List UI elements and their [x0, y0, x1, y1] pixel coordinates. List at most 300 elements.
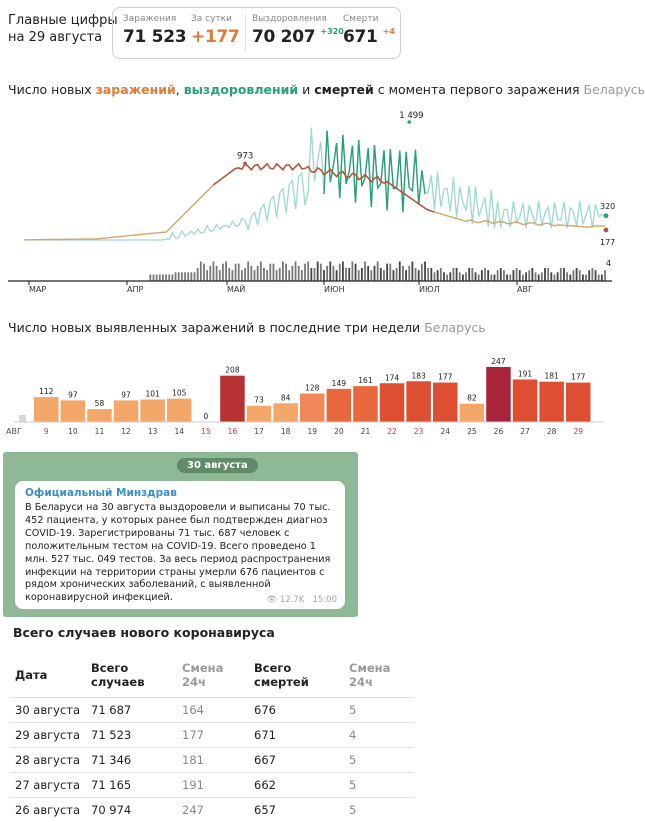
deaths-bar — [153, 275, 155, 282]
telegram-post — [3, 452, 358, 617]
stat-recovered-value: 70 207 — [252, 27, 315, 47]
deaths-bar — [573, 270, 575, 281]
deaths-bar — [418, 270, 420, 281]
deaths-bar — [411, 262, 413, 282]
deaths-bar — [579, 270, 581, 281]
deaths-bar — [260, 262, 262, 282]
chart2-value-label: 247 — [491, 357, 506, 366]
month-label: ИЮЛ — [419, 285, 440, 294]
chart1-title-deaths: смертей — [314, 82, 374, 97]
deaths-bar — [478, 275, 480, 282]
deaths-bar — [295, 262, 297, 282]
deaths-bar — [503, 270, 505, 281]
chart2-bar — [380, 383, 405, 422]
deaths-bar — [225, 262, 227, 282]
deaths-bar — [323, 270, 325, 281]
stat-deaths-delta: +4 — [383, 27, 395, 36]
chart2-bar — [406, 381, 431, 422]
deaths-bar — [285, 264, 287, 281]
deaths-bar — [194, 272, 196, 281]
chart2-value-label: 58 — [95, 399, 105, 408]
deaths-bar — [203, 264, 205, 281]
deaths-bar — [427, 268, 429, 281]
deaths-bar — [402, 266, 404, 281]
deaths-bar — [393, 270, 395, 281]
stat-infections-label: Заражения — [123, 14, 186, 24]
chart1-title-infections: заражений — [96, 82, 176, 97]
deaths-bar — [213, 262, 215, 282]
deaths-bar — [588, 270, 590, 281]
chart2-title — [8, 320, 486, 335]
stat-infections-value: 71 523 — [123, 27, 186, 47]
deaths-bar — [405, 270, 407, 281]
deaths-bar — [437, 270, 439, 281]
deaths-bar — [408, 266, 410, 281]
chart2-day-label: 24 — [440, 427, 450, 436]
deaths-bar — [516, 268, 518, 281]
deaths-bar — [190, 272, 192, 281]
table-cell-cases-change: 181 — [177, 748, 249, 773]
telegram-time: 15:00 — [313, 595, 338, 605]
deaths-bar — [453, 268, 455, 281]
deaths-bar — [351, 262, 353, 282]
telegram-message-bubble — [15, 481, 345, 609]
chart2-bar — [114, 400, 139, 422]
deaths-bar — [184, 272, 186, 281]
chart2-value-label: 128 — [305, 383, 320, 392]
deaths-bar — [178, 272, 180, 281]
chart2-bar — [247, 406, 271, 422]
deaths-bar — [544, 268, 546, 281]
deaths-bar — [238, 264, 240, 281]
deaths-bar — [497, 270, 499, 281]
chart2-bar — [566, 383, 591, 422]
chart2-day-label: 17 — [254, 427, 264, 436]
table-cell-deaths-change: 5 — [344, 798, 414, 822]
chart2-bar — [486, 367, 511, 422]
chart2-value-label: 149 — [332, 379, 347, 388]
deaths-bar — [484, 268, 486, 281]
table-cell-total-cases: 71 346 — [86, 748, 177, 773]
deaths-bar — [228, 268, 230, 281]
table-cell-cases-change: 177 — [177, 723, 249, 748]
last-infections-label: 177 — [600, 238, 615, 247]
cases-timeline-chart — [0, 100, 620, 300]
chart2-day-label: 16 — [228, 427, 238, 436]
deaths-bar — [415, 268, 417, 281]
cases-table — [10, 655, 414, 822]
deaths-bar — [326, 266, 328, 281]
deaths-bar — [263, 268, 265, 281]
deaths-bar — [421, 264, 423, 281]
table-cell-total-cases: 71 523 — [86, 723, 177, 748]
table-cell-total-deaths: 671 — [249, 723, 344, 748]
chart2-day-label: 19 — [307, 427, 317, 436]
chart2-day-label: 25 — [467, 427, 477, 436]
chart2-day-label: 26 — [494, 427, 504, 436]
chart2-day-label: 22 — [387, 427, 397, 436]
summary-heading — [8, 12, 118, 46]
summary-heading-line2: на 29 августа — [8, 29, 118, 46]
chart2-value-label: 0 — [203, 412, 208, 421]
table-cell-date: 26 августа — [10, 798, 86, 822]
deaths-bar — [531, 268, 533, 281]
deaths-bar — [241, 270, 243, 281]
deaths-bar — [383, 270, 385, 281]
table-cell-cases-change: 191 — [177, 773, 249, 798]
deaths-bar — [361, 268, 363, 281]
chart1-title — [8, 82, 645, 97]
chart2-bar — [220, 376, 245, 422]
deaths-bar — [310, 268, 312, 281]
deaths-bar — [250, 266, 252, 281]
chart2-day-label: 29 — [573, 427, 583, 436]
deaths-bar — [358, 270, 360, 281]
deaths-bar — [232, 270, 234, 281]
chart1-title-sep1: , — [176, 82, 184, 97]
last-recoveries-marker — [604, 213, 609, 218]
deaths-bar — [525, 272, 527, 281]
chart2-bar — [327, 389, 352, 422]
chart2-day-label: 27 — [520, 427, 530, 436]
last-infections-marker — [604, 228, 609, 233]
summary-heading-line1: Главные цифры — [8, 12, 118, 29]
deaths-bar — [471, 268, 473, 281]
deaths-bar — [506, 275, 508, 282]
deaths-bar — [329, 262, 331, 282]
deaths-bar — [367, 266, 369, 281]
deaths-bar — [576, 268, 578, 281]
deaths-bar — [604, 270, 606, 281]
chart2-day-label: 23 — [414, 427, 424, 436]
deaths-bar — [314, 268, 316, 281]
table-header-total-cases: Всего случаев — [86, 655, 177, 698]
deaths-bar — [481, 270, 483, 281]
deaths-bar — [172, 275, 174, 282]
deaths-bar — [197, 268, 199, 281]
infections-line-early — [24, 185, 214, 240]
table-header-date: Дата — [10, 655, 86, 698]
chart2-day-label: 12 — [121, 427, 131, 436]
deaths-bar — [159, 275, 161, 282]
deaths-bar — [266, 270, 268, 281]
chart2-day-label: 14 — [174, 427, 184, 436]
deaths-bar — [235, 264, 237, 281]
chart2-day-label: 13 — [148, 427, 158, 436]
chart2-value-label: 161 — [358, 376, 373, 385]
chart2-value-label: 177 — [438, 373, 453, 382]
chart1-title-post: с момента первого заражения — [374, 82, 580, 97]
deaths-bar — [168, 275, 170, 282]
deaths-bar — [222, 264, 224, 281]
chart2-day-label: 15 — [201, 427, 211, 436]
deaths-bar — [535, 272, 537, 281]
deaths-bar — [377, 262, 379, 282]
table-cell-total-cases: 71 687 — [86, 698, 177, 723]
deaths-bar — [200, 262, 202, 282]
cases-table-title: Всего случаев нового коронавируса — [13, 625, 275, 640]
table-cell-date: 30 августа — [10, 698, 86, 723]
deaths-bar — [449, 272, 451, 281]
deaths-bar — [566, 272, 568, 281]
deaths-bar — [528, 270, 530, 281]
deaths-bar — [307, 262, 309, 282]
deaths-bar — [370, 270, 372, 281]
table-cell-date: 27 августа — [10, 773, 86, 798]
peak-recoveries-label: 1 499 — [399, 111, 423, 121]
chart2-value-label: 97 — [68, 390, 78, 399]
chart2-day-label: 18 — [281, 427, 291, 436]
last-recoveries-label: 320 — [600, 202, 615, 211]
stat-per-day-value: +177 — [191, 27, 240, 47]
month-label: МАЙ — [227, 283, 245, 294]
deaths-bar — [601, 275, 603, 282]
chart2-title-text: Число новых выявленных заражений в последние три недели — [8, 320, 420, 335]
deaths-bar — [538, 275, 540, 282]
deaths-bar — [273, 264, 275, 281]
table-cell-date: 28 августа — [10, 748, 86, 773]
deaths-bar — [595, 270, 597, 281]
deaths-bar — [459, 272, 461, 281]
deaths-bar — [279, 268, 281, 281]
chart2-value-label: 208 — [225, 366, 240, 375]
chart2-bar — [353, 386, 378, 422]
chart2-bar — [273, 403, 298, 422]
table-cell-deaths-change: 5 — [344, 698, 414, 723]
deaths-bar — [456, 268, 458, 281]
deaths-bar — [374, 266, 376, 281]
deaths-bar — [563, 268, 565, 281]
deaths-bar — [301, 270, 303, 281]
stat-per-day — [191, 14, 240, 47]
chart2-bar — [87, 409, 112, 422]
chart2-value-label: 82 — [467, 394, 477, 403]
chart2-value-label: 97 — [121, 390, 131, 399]
chart2-bar — [433, 383, 458, 422]
table-header-deaths-change: Смена 24ч — [344, 655, 414, 698]
deaths-bar — [547, 268, 549, 281]
table-header-cases-change: Смена 24ч — [177, 655, 249, 698]
deaths-bar — [165, 275, 167, 282]
telegram-meta — [266, 595, 337, 605]
deaths-bar — [162, 275, 164, 282]
deaths-bar — [342, 262, 344, 282]
deaths-bar — [541, 272, 543, 281]
deaths-bar — [317, 262, 319, 282]
deaths-bar — [554, 275, 556, 282]
deaths-bar — [333, 266, 335, 281]
deaths-bar — [247, 262, 249, 282]
table-row — [10, 773, 414, 798]
stat-recovered — [252, 14, 344, 47]
deaths-bar — [298, 266, 300, 281]
eye-icon: 👁 — [266, 595, 277, 605]
chart2-month-label: АВГ — [6, 427, 22, 436]
chart2-value-label: 177 — [571, 373, 586, 382]
table-header-row — [10, 655, 414, 698]
deaths-bar — [434, 272, 436, 281]
table-cell-deaths-change: 4 — [344, 723, 414, 748]
deaths-bar — [582, 275, 584, 282]
month-label: АПР — [127, 285, 143, 294]
chart2-prev-bar — [19, 415, 26, 422]
stats-box — [112, 7, 401, 59]
chart2-day-label: 11 — [95, 427, 105, 436]
deaths-bar — [348, 268, 350, 281]
table-cell-total-deaths: 662 — [249, 773, 344, 798]
deaths-bar — [487, 270, 489, 281]
chart2-bar — [460, 404, 485, 422]
chart2-bar — [167, 399, 192, 422]
table-header-total-deaths: Всего смертей — [249, 655, 344, 698]
last-deaths-label: 4 — [606, 259, 611, 268]
telegram-date-pill: 30 августа — [177, 458, 258, 473]
chart2-value-label: 105 — [172, 389, 187, 398]
deaths-bar — [206, 270, 208, 281]
chart2-bar — [300, 393, 325, 422]
month-label: ИЮН — [324, 285, 345, 294]
deaths-bar — [598, 275, 600, 282]
table-cell-cases-change: 164 — [177, 698, 249, 723]
deaths-bar — [209, 266, 211, 281]
deaths-bar — [462, 275, 464, 282]
stats-divider — [245, 14, 246, 52]
deaths-bar — [276, 270, 278, 281]
deaths-bar — [339, 264, 341, 281]
deaths-bar — [475, 272, 477, 281]
peak-infections-marker — [243, 162, 247, 166]
deaths-bar — [509, 275, 511, 282]
deaths-bar — [522, 275, 524, 282]
three-week-bar-chart — [0, 345, 620, 440]
deaths-bar — [291, 266, 293, 281]
deaths-bar — [550, 272, 552, 281]
peak-infections-label: 973 — [237, 151, 253, 161]
deaths-bar — [149, 275, 151, 282]
table-row — [10, 798, 414, 822]
stat-infections — [123, 14, 186, 47]
chart2-region: Беларусь — [424, 320, 486, 335]
deaths-bar — [336, 270, 338, 281]
telegram-message-text: В Беларуси на 30 августа выздоровели и выписаны 70 тыс. 452 пациента, у которых ранее был подтвержден диагноз COVID-19. Зарегистрированы 71 тыс. 687 человек с положительным тестом на COVID-19. Всего проведено 1 млн. 527 тыс. 049 тестов. За весь период распространения инфекции на территории страны умерли 676 пациентов с рядом хронических заболеваний, с выявленной коронавирусной инфекцией. — [25, 502, 341, 605]
deaths-bar — [591, 268, 593, 281]
deaths-bar — [257, 266, 259, 281]
chart2-value-label: 183 — [411, 371, 426, 380]
chart2-bar — [539, 382, 564, 422]
deaths-bar — [181, 272, 183, 281]
deaths-bar — [345, 268, 347, 281]
deaths-bar — [355, 264, 357, 281]
month-label: АВГ — [517, 285, 533, 294]
table-cell-date: 29 августа — [10, 723, 86, 748]
stat-recovered-label: Выздоровления — [252, 14, 344, 24]
deaths-bar — [513, 270, 515, 281]
stat-deaths-value: 671 — [343, 27, 378, 47]
chart2-day-label: 9 — [44, 427, 49, 436]
chart2-value-label: 73 — [254, 396, 264, 405]
deaths-bar — [175, 272, 177, 281]
table-cell-deaths-change: 5 — [344, 748, 414, 773]
table-cell-total-deaths: 667 — [249, 748, 344, 773]
table-cell-total-deaths: 676 — [249, 698, 344, 723]
chart2-value-label: 174 — [385, 373, 400, 382]
chart2-value-label: 84 — [281, 393, 291, 402]
chart2-value-label: 181 — [544, 372, 559, 381]
deaths-bar — [282, 262, 284, 282]
deaths-bar — [396, 268, 398, 281]
table-cell-deaths-change: 5 — [344, 773, 414, 798]
deaths-bar — [364, 262, 366, 282]
table-cell-total-cases: 71 165 — [86, 773, 177, 798]
chart2-bar — [140, 400, 165, 422]
deaths-bar — [389, 264, 391, 281]
deaths-bar — [156, 275, 158, 282]
stat-deaths-label: Смерти — [343, 14, 395, 24]
deaths-bar — [443, 272, 445, 281]
chart2-value-label: 112 — [39, 387, 54, 396]
deaths-bar — [187, 272, 189, 281]
stat-recovered-delta: +320 — [320, 27, 343, 36]
deaths-bar — [219, 270, 221, 281]
table-row — [10, 748, 414, 773]
deaths-bar — [585, 275, 587, 282]
table-cell-total-cases: 70 974 — [86, 798, 177, 822]
deaths-bar — [465, 272, 467, 281]
chart2-bar — [61, 400, 86, 422]
infections-line-late — [435, 212, 606, 227]
stat-deaths — [343, 14, 395, 47]
telegram-sender[interactable]: Официальный Минздрав — [25, 487, 177, 499]
deaths-bar — [386, 264, 388, 281]
table-cell-cases-change: 247 — [177, 798, 249, 822]
deaths-bar — [446, 275, 448, 282]
chart2-day-label: 10 — [68, 427, 78, 436]
chart1-title-recoveries: выздоровлений — [184, 82, 298, 97]
deaths-bar — [304, 264, 306, 281]
chart1-title-sep2: и — [298, 82, 314, 97]
deaths-bar — [557, 272, 559, 281]
chart1-region: Беларусь — [584, 82, 645, 97]
deaths-bar — [430, 268, 432, 281]
telegram-views: 12.7K — [280, 595, 305, 605]
deaths-bar — [560, 268, 562, 281]
deaths-bar — [569, 275, 571, 282]
deaths-bar — [269, 264, 271, 281]
deaths-bar — [440, 268, 442, 281]
table-cell-total-deaths: 657 — [249, 798, 344, 822]
stat-per-day-label: За сутки — [191, 14, 240, 24]
chart2-day-label: 21 — [361, 427, 371, 436]
deaths-bar — [490, 275, 492, 282]
chart2-day-label: 20 — [334, 427, 344, 436]
deaths-bar — [254, 270, 256, 281]
chart2-day-label: 28 — [547, 427, 557, 436]
chart1-title-pre: Число новых — [8, 82, 96, 97]
chart2-value-label: 101 — [145, 390, 160, 399]
deaths-bar — [244, 268, 246, 281]
deaths-bar — [399, 262, 401, 282]
table-row — [10, 698, 414, 723]
month-label: МАР — [29, 285, 46, 294]
deaths-bar — [320, 264, 322, 281]
recoveries-line-peak — [324, 131, 425, 213]
chart2-bar — [34, 397, 59, 422]
deaths-bar — [519, 270, 521, 281]
deaths-bar — [216, 266, 218, 281]
deaths-bar — [424, 262, 426, 282]
table-row — [10, 723, 414, 748]
chart2-bar — [513, 379, 538, 422]
